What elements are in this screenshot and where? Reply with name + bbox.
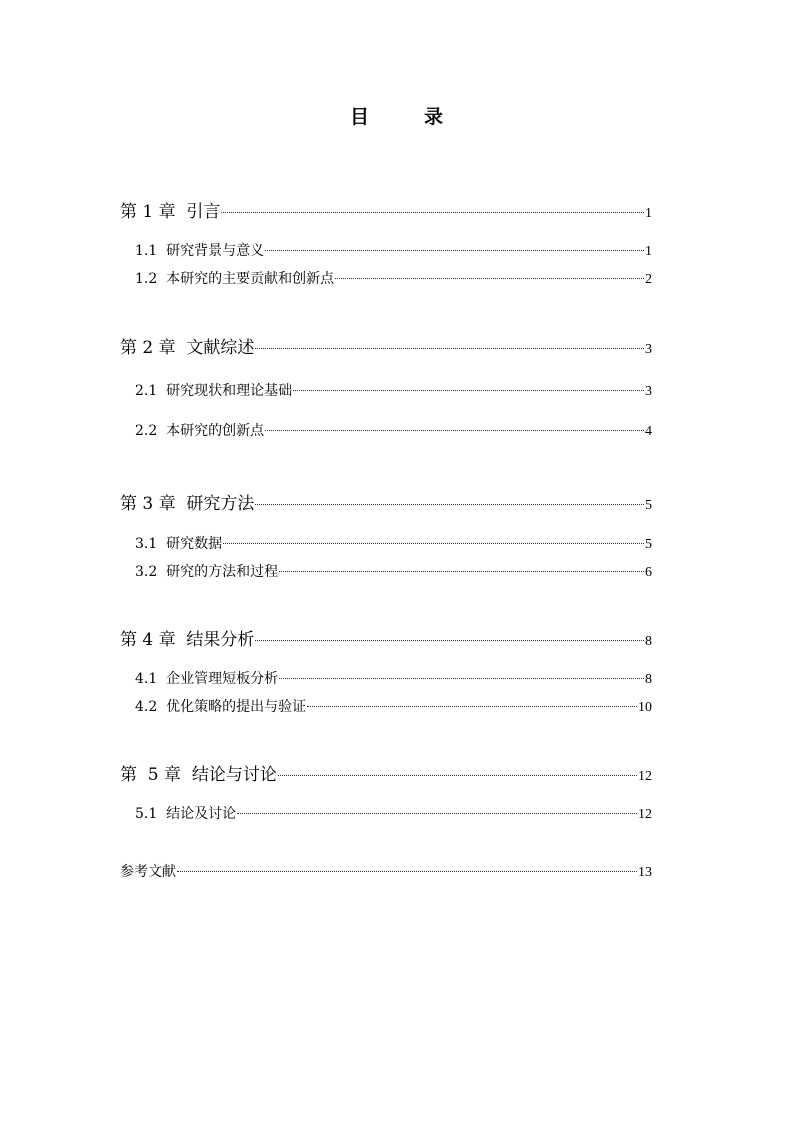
toc-section-4-1[interactable] (135, 669, 652, 689)
toc-page-number: 12 (638, 807, 652, 822)
toc-label: 1.2 本研究的主要贡献和创新点 (135, 271, 335, 287)
dot-leader (177, 871, 637, 872)
dot-leader (255, 504, 644, 505)
toc-page-number: 13 (638, 865, 652, 880)
toc-label: 参考文献 (120, 864, 176, 880)
dot-leader (279, 571, 644, 572)
toc-label: 第 2 章 文献综述 (120, 338, 255, 358)
toc-page-number: 1 (645, 206, 652, 221)
toc-section-3-2[interactable] (135, 562, 652, 582)
toc-page-number: 8 (645, 634, 652, 649)
toc-label: 第 5 章 结论与讨论 (120, 765, 277, 785)
toc-page-number: 5 (645, 498, 652, 513)
dot-leader (335, 278, 644, 279)
dot-leader (255, 348, 644, 349)
toc-page-number: 10 (638, 700, 652, 715)
toc-page-number: 12 (638, 769, 652, 784)
toc-label: 第 4 章 结果分析 (120, 630, 255, 650)
toc-page-number: 3 (645, 384, 652, 399)
toc-chapter-1[interactable] (120, 200, 652, 224)
toc-chapter-3[interactable] (120, 492, 652, 516)
dot-leader (255, 640, 644, 641)
toc-page-number: 6 (645, 565, 652, 580)
toc-chapter-5[interactable] (120, 763, 652, 787)
toc-chapter-4[interactable] (120, 628, 652, 652)
toc-label: 2.1 研究现状和理论基础 (135, 383, 293, 399)
dot-leader (223, 543, 644, 544)
toc-section-4-2[interactable] (135, 697, 652, 717)
toc-page-number: 4 (645, 424, 652, 439)
dot-leader (265, 430, 644, 431)
toc-section-2-1[interactable] (135, 381, 652, 401)
toc-label: 2.2 本研究的创新点 (135, 423, 265, 439)
toc-section-1-1[interactable] (135, 241, 652, 261)
dot-leader (278, 775, 637, 776)
toc-label: 3.2 研究的方法和过程 (135, 564, 279, 580)
toc-page-number: 2 (645, 272, 652, 287)
toc-page-number: 3 (645, 342, 652, 357)
toc-label: 4.1 企业管理短板分析 (135, 671, 279, 687)
toc-chapter-2[interactable] (120, 336, 652, 360)
toc-page-number: 1 (645, 244, 652, 259)
dot-leader (307, 706, 637, 707)
dot-leader (237, 813, 637, 814)
toc-label: 1.1 研究背景与意义 (135, 243, 265, 259)
toc-section-1-2[interactable] (135, 269, 652, 289)
toc-label: 4.2 优化策略的提出与验证 (135, 699, 307, 715)
toc-page-number: 8 (645, 672, 652, 687)
dot-leader (221, 212, 644, 213)
toc-section-5-1[interactable] (135, 804, 652, 824)
toc-label: 3.1 研究数据 (135, 536, 223, 552)
toc-section-3-1[interactable] (135, 534, 652, 554)
dot-leader (279, 678, 644, 679)
toc-page-number: 5 (645, 537, 652, 552)
toc-label: 第 3 章 研究方法 (120, 494, 255, 514)
dot-leader (265, 250, 644, 251)
toc-references[interactable] (120, 862, 652, 882)
toc-label: 第 1 章 引言 (120, 202, 221, 222)
dot-leader (293, 390, 644, 391)
toc-label: 5.1 结论及讨论 (135, 806, 237, 822)
page-title: 目 录 (349, 106, 461, 128)
toc-section-2-2[interactable] (135, 421, 652, 441)
